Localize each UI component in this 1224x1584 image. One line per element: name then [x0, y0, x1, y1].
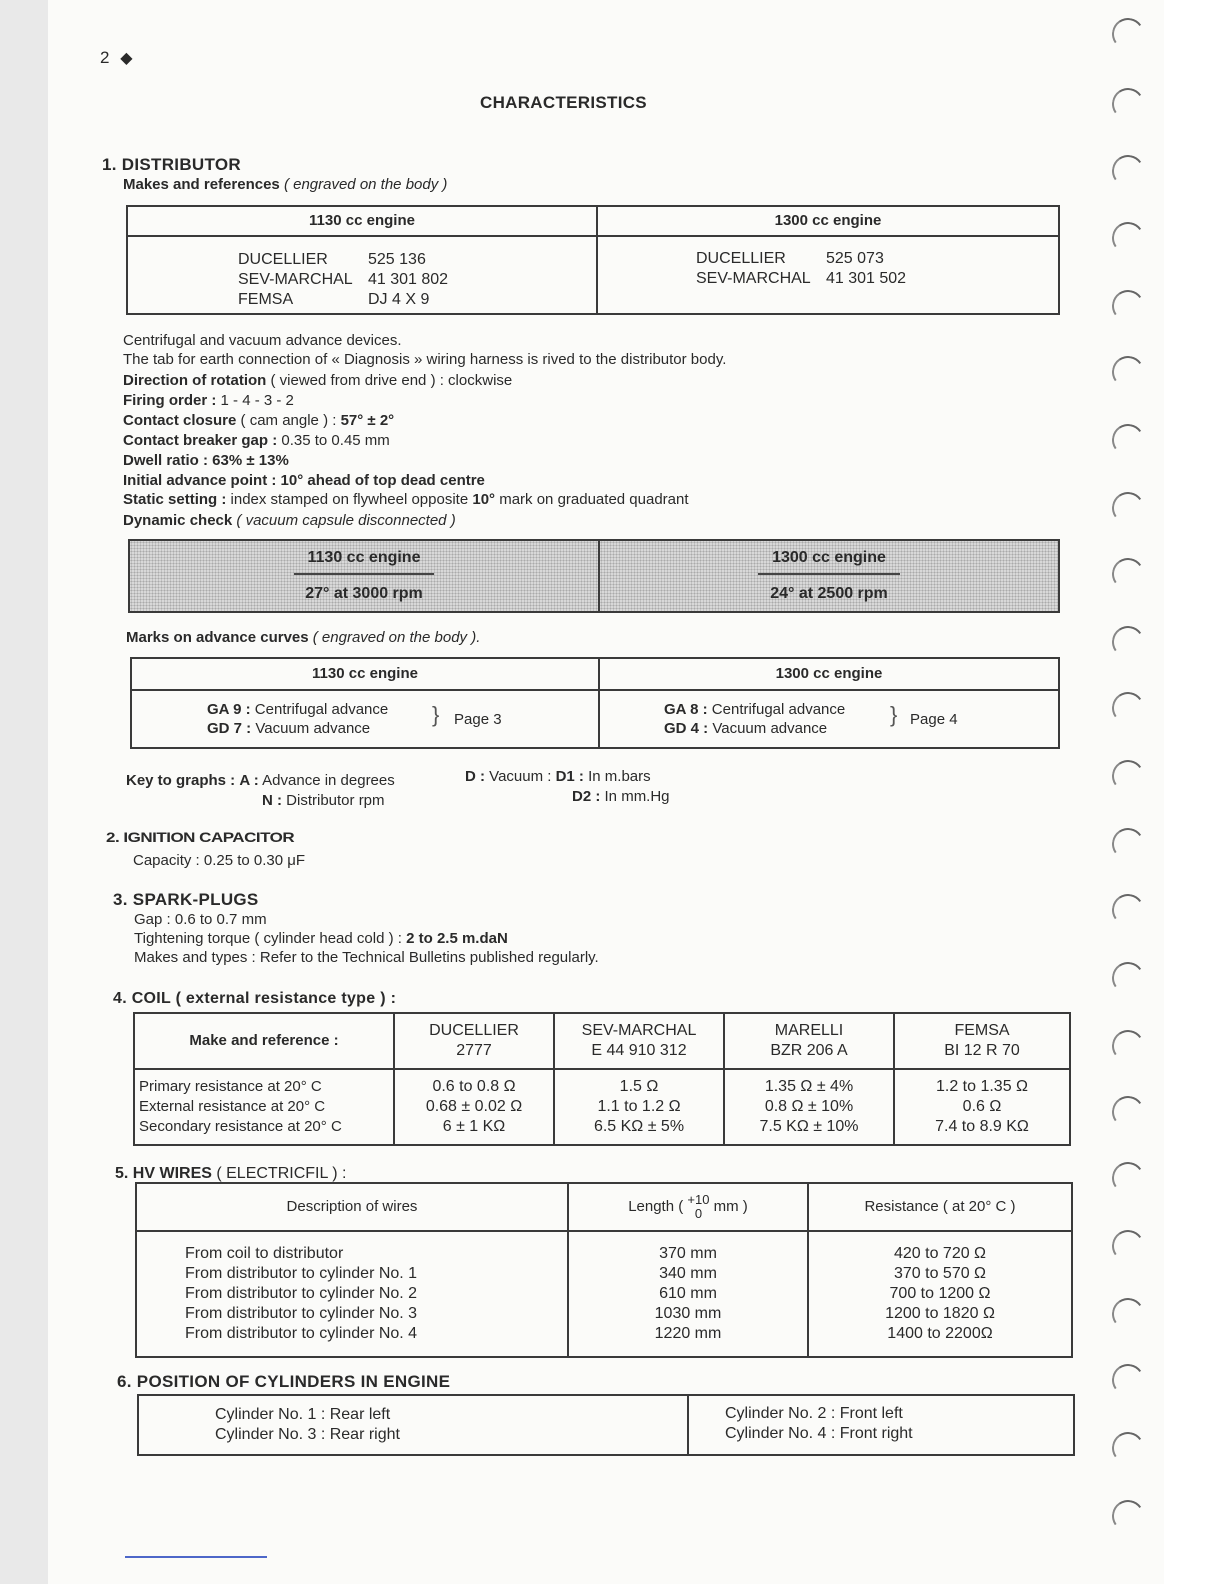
mark-code: GA 9 : — [207, 701, 251, 718]
wire-resistance: 370 to 570 Ω — [893, 1265, 987, 1282]
mark-desc: Vacuum advance — [712, 720, 828, 737]
coil-value: 1.2 to 1.35 Ω — [935, 1078, 1029, 1095]
marks-label: Marks on advance curves — [126, 629, 309, 646]
wire-resistance: 420 to 720 Ω — [893, 1245, 987, 1262]
dyn-col1-head: 1130 cc engine — [294, 547, 435, 575]
static-value-1: index stamped on flywheel opposite — [230, 491, 469, 508]
brand-ref: BZR 206 A — [770, 1042, 848, 1059]
closure-label: Contact closure — [123, 412, 237, 429]
table1-col1-body — [127, 236, 597, 314]
brand-name: SEV-MARCHAL — [581, 1022, 697, 1039]
tol-up: +10 — [687, 1192, 710, 1207]
firing-value: 1 - 4 - 3 - 2 — [220, 392, 294, 409]
static-bold: 10° — [472, 491, 496, 508]
coil-value: 0.6 Ω — [962, 1098, 1002, 1115]
wire-desc: From distributor to cylinder No. 2 — [185, 1285, 418, 1302]
marks-row — [207, 719, 598, 738]
key-d2 — [572, 787, 670, 807]
coil-value: 1.1 to 1.2 Ω — [597, 1098, 681, 1115]
coil-value: 0.6 to 0.8 Ω — [432, 1078, 516, 1095]
static-value-2: mark on graduated quadrant — [499, 491, 689, 508]
advance-marks-table — [130, 657, 1060, 749]
cylinder-position: Cylinder No. 4 : Front right — [725, 1425, 913, 1442]
capacity-line: Capacity : 0.25 to 0.30 μF — [133, 852, 306, 869]
coil-value: 0.68 ± 0.02 Ω — [425, 1098, 523, 1115]
mark-code: GD 7 : — [207, 720, 252, 737]
table1-col1-row — [238, 290, 596, 310]
distributor-refs-table — [126, 205, 1060, 315]
section-coil-heading: 4. COIL ( external resistance type ) : — [113, 990, 397, 1007]
key-n-code: N : — [262, 792, 282, 809]
cylinder-position: Cylinder No. 2 : Front left — [725, 1405, 903, 1422]
coil-value: 6.5 KΩ ± 5% — [593, 1118, 685, 1135]
marks-col2-page: Page 4 — [910, 711, 958, 728]
key-line-1 — [126, 771, 395, 791]
make-name: DUCELLIER — [696, 250, 786, 267]
make-name: SEV-MARCHAL — [238, 271, 353, 288]
static-line — [123, 490, 689, 510]
coil-label: Secondary resistance at 20° C — [139, 1118, 342, 1135]
wire-desc: From distributor to cylinder No. 1 — [185, 1265, 418, 1282]
mark-desc: Vacuum advance — [255, 720, 371, 737]
plug-gap-line: Gap : 0.6 to 0.7 mm — [134, 911, 267, 928]
table1-col2-row — [696, 269, 1058, 289]
distributor-para-1: Centrifugal and vacuum advance devices. — [123, 332, 402, 349]
table1-col2-body — [597, 236, 1059, 314]
section-cylinders-heading: 6. POSITION OF CYLINDERS IN ENGINE — [117, 1372, 451, 1391]
dynamic-line — [123, 511, 456, 531]
torque-label: Tightening torque ( cylinder head cold ) : — [134, 930, 402, 947]
wire-length: 370 mm — [659, 1245, 717, 1262]
marks-col2-head: 1300 cc engine — [599, 658, 1059, 690]
cylinder-position: Cylinder No. 3 : Rear right — [215, 1426, 400, 1443]
mark-desc: Centrifugal advance — [254, 701, 389, 718]
coil-brand — [394, 1013, 554, 1069]
dyn-col1-value: 27° at 3000 rpm — [305, 585, 423, 602]
torque-line — [134, 929, 508, 949]
coil-value: 1.35 Ω ± 4% — [764, 1078, 854, 1095]
wire-resistance: 1400 to 2200Ω — [887, 1325, 993, 1342]
gap-label: Contact breaker gap : — [123, 432, 278, 449]
coil-values-col — [894, 1069, 1070, 1145]
wire-desc: From distributor to cylinder No. 4 — [185, 1325, 418, 1342]
coil-value: 0.8 Ω ± 10% — [764, 1098, 854, 1115]
brand-name: FEMSA — [954, 1022, 1010, 1039]
binder-edge — [1164, 0, 1224, 1584]
table1-col2-row — [696, 249, 1058, 269]
section-sparkplugs-heading: 3. SPARK-PLUGS — [113, 890, 259, 909]
table1-col1-row — [238, 250, 596, 270]
gap-line — [123, 431, 390, 451]
coil-labels — [134, 1069, 394, 1145]
cylinders-table — [137, 1394, 1075, 1456]
marks-row — [207, 700, 598, 719]
dynamic-note: ( vacuum capsule disconnected ) — [236, 512, 456, 529]
brand-ref: E 44 910 312 — [591, 1042, 687, 1059]
marks-col1-body — [131, 690, 599, 748]
firing-line — [123, 391, 294, 411]
key-d-desc: Vacuum : — [489, 768, 552, 785]
torque-value: 2 to 2.5 m.daN — [406, 930, 508, 947]
make-ref: 41 301 802 — [368, 271, 449, 288]
makes-label: Makes and references — [123, 176, 280, 193]
marks-note: ( engraved on the body ). — [312, 629, 481, 646]
coil-label: Primary resistance at 20° C — [139, 1078, 322, 1095]
marks-col1-page: Page 3 — [454, 711, 502, 728]
distributor-para-2: The tab for earth connection of « Diagnosis » wiring harness is rived to the distributor body. — [123, 351, 727, 368]
cylinder-position: Cylinder No. 1 : Rear left — [215, 1406, 391, 1423]
wire-length: 610 mm — [659, 1285, 717, 1302]
page-number — [100, 48, 133, 69]
wire-desc: From coil to distributor — [185, 1245, 344, 1262]
brand-ref: 2777 — [456, 1042, 492, 1059]
hv-col2-head — [568, 1183, 808, 1231]
make-ref: DJ 4 X 9 — [368, 291, 430, 308]
table1-col1-head: 1130 cc engine — [127, 206, 597, 236]
rotation-value: ( viewed from drive end ) : clockwise — [270, 372, 513, 389]
coil-label: External resistance at 20° C — [139, 1098, 326, 1115]
dynamic-label: Dynamic check — [123, 512, 233, 529]
coil-value: 7.4 to 8.9 KΩ — [935, 1118, 1029, 1135]
mark-code: GD 4 : — [664, 720, 709, 737]
footer-rule — [125, 1556, 267, 1558]
table1-col1-row — [238, 270, 596, 290]
coil-brand — [724, 1013, 894, 1069]
key-d2-code: D2 : — [572, 788, 601, 805]
key-label: Key to graphs : — [126, 772, 236, 789]
coil-value: 1.5 Ω — [619, 1078, 659, 1095]
tol-down: 0 — [694, 1206, 703, 1221]
make-ref: 525 136 — [368, 251, 426, 268]
wire-resistance: 700 to 1200 Ω — [889, 1285, 991, 1302]
marks-row — [664, 700, 1058, 719]
key-d2-desc: In mm.Hg — [604, 788, 670, 805]
brand-name: DUCELLIER — [429, 1022, 519, 1039]
coil-values-col — [554, 1069, 724, 1145]
key-d — [465, 767, 651, 787]
closure-line — [123, 411, 394, 431]
dyn-col2-head: 1300 cc engine — [758, 547, 900, 575]
diamond-icon: ◆ — [120, 50, 133, 67]
gap-value: 0.35 to 0.45 mm — [281, 432, 390, 449]
marks-col2-body — [599, 690, 1059, 748]
page-title: CHARACTERISTICS — [480, 93, 647, 112]
rotation-line — [123, 371, 512, 391]
coil-table — [133, 1012, 1071, 1146]
hv-col1-head: Description of wires — [136, 1183, 568, 1231]
wire-desc: From distributor to cylinder No. 3 — [185, 1305, 418, 1322]
coil-brand — [894, 1013, 1070, 1069]
wire-resistance: 1200 to 1820 Ω — [885, 1305, 995, 1322]
brand-ref: BI 12 R 70 — [944, 1042, 1020, 1059]
make-name: FEMSA — [238, 291, 294, 308]
hv-wires-table — [135, 1182, 1073, 1358]
makes-note: ( engraved on the body ) — [283, 176, 448, 193]
hv-length-col — [568, 1231, 808, 1357]
rotation-label: Direction of rotation — [123, 372, 267, 389]
mark-code: GA 8 : — [664, 701, 708, 718]
wire-length: 1030 mm — [654, 1305, 722, 1322]
marks-col1-head: 1130 cc engine — [131, 658, 599, 690]
coil-row-head: Make and reference : — [134, 1013, 394, 1069]
marks-line — [126, 628, 480, 648]
cylinders-right — [688, 1395, 1074, 1455]
marks-row — [664, 719, 1058, 738]
dyn-col1 — [129, 540, 599, 612]
plug-makes-line: Makes and types : Refer to the Technical Bulletins published regularly. — [134, 949, 599, 966]
dynamic-check-table — [128, 539, 1060, 613]
hv-col3-head: Resistance ( at 20° C ) — [808, 1183, 1072, 1231]
hv-res-col — [808, 1231, 1072, 1357]
static-label: Static setting : — [123, 491, 227, 508]
length-tolerance — [687, 1193, 709, 1221]
section-hv-wires-heading — [115, 1164, 346, 1184]
key-d1-code: D1 : — [555, 768, 584, 785]
key-a-desc: Advance in degrees — [262, 772, 395, 789]
hv-heading-rest: ( ELECTRICFIL ) : — [216, 1165, 347, 1182]
cylinders-left — [138, 1395, 688, 1455]
dwell-line: Dwell ratio : 63% ± 13% — [123, 452, 289, 469]
key-line-2 — [262, 791, 385, 811]
key-d-code: D : — [465, 768, 485, 785]
make-name: DUCELLIER — [238, 251, 328, 268]
make-ref: 525 073 — [826, 250, 884, 267]
coil-brand — [554, 1013, 724, 1069]
makes-line — [123, 175, 447, 195]
table1-col2-head: 1300 cc engine — [597, 206, 1059, 236]
key-d1-desc: In m.bars — [588, 768, 651, 785]
section-capacitor-heading: 2. IGNITION CAPACITOR — [106, 830, 295, 846]
initial-advance-line: Initial advance point : 10° ahead of top dead centre — [123, 472, 485, 489]
brand-name: MARELLI — [774, 1022, 844, 1039]
coil-values-col — [394, 1069, 554, 1145]
closure-mid: ( cam angle ) : — [240, 412, 337, 429]
page-number-text: 2 — [100, 48, 110, 67]
brace-icon: } — [432, 702, 440, 727]
hv-heading-bold: 5. HV WIRES — [115, 1165, 212, 1182]
length-head-post: mm ) — [713, 1197, 748, 1215]
wire-length: 340 mm — [659, 1265, 717, 1282]
dyn-col2 — [599, 540, 1059, 612]
coil-value: 7.5 KΩ ± 10% — [759, 1118, 859, 1135]
hv-desc-col — [136, 1231, 568, 1357]
dyn-col2-value: 24° at 2500 rpm — [770, 585, 888, 602]
make-ref: 41 301 502 — [826, 270, 907, 287]
make-name: SEV-MARCHAL — [696, 270, 811, 287]
firing-label: Firing order : — [123, 392, 217, 409]
closure-value: 57° ± 2° — [340, 412, 395, 429]
brace-icon: } — [890, 702, 898, 727]
key-a-code: A : — [239, 772, 259, 789]
coil-values-col — [724, 1069, 894, 1145]
key-n-desc: Distributor rpm — [286, 792, 385, 809]
length-head-pre: Length ( — [628, 1197, 684, 1215]
coil-value: 6 ± 1 KΩ — [442, 1118, 506, 1135]
wire-length: 1220 mm — [654, 1325, 722, 1342]
mark-desc: Centrifugal advance — [711, 701, 846, 718]
section-distributor-heading: 1. DISTRIBUTOR — [102, 155, 241, 174]
